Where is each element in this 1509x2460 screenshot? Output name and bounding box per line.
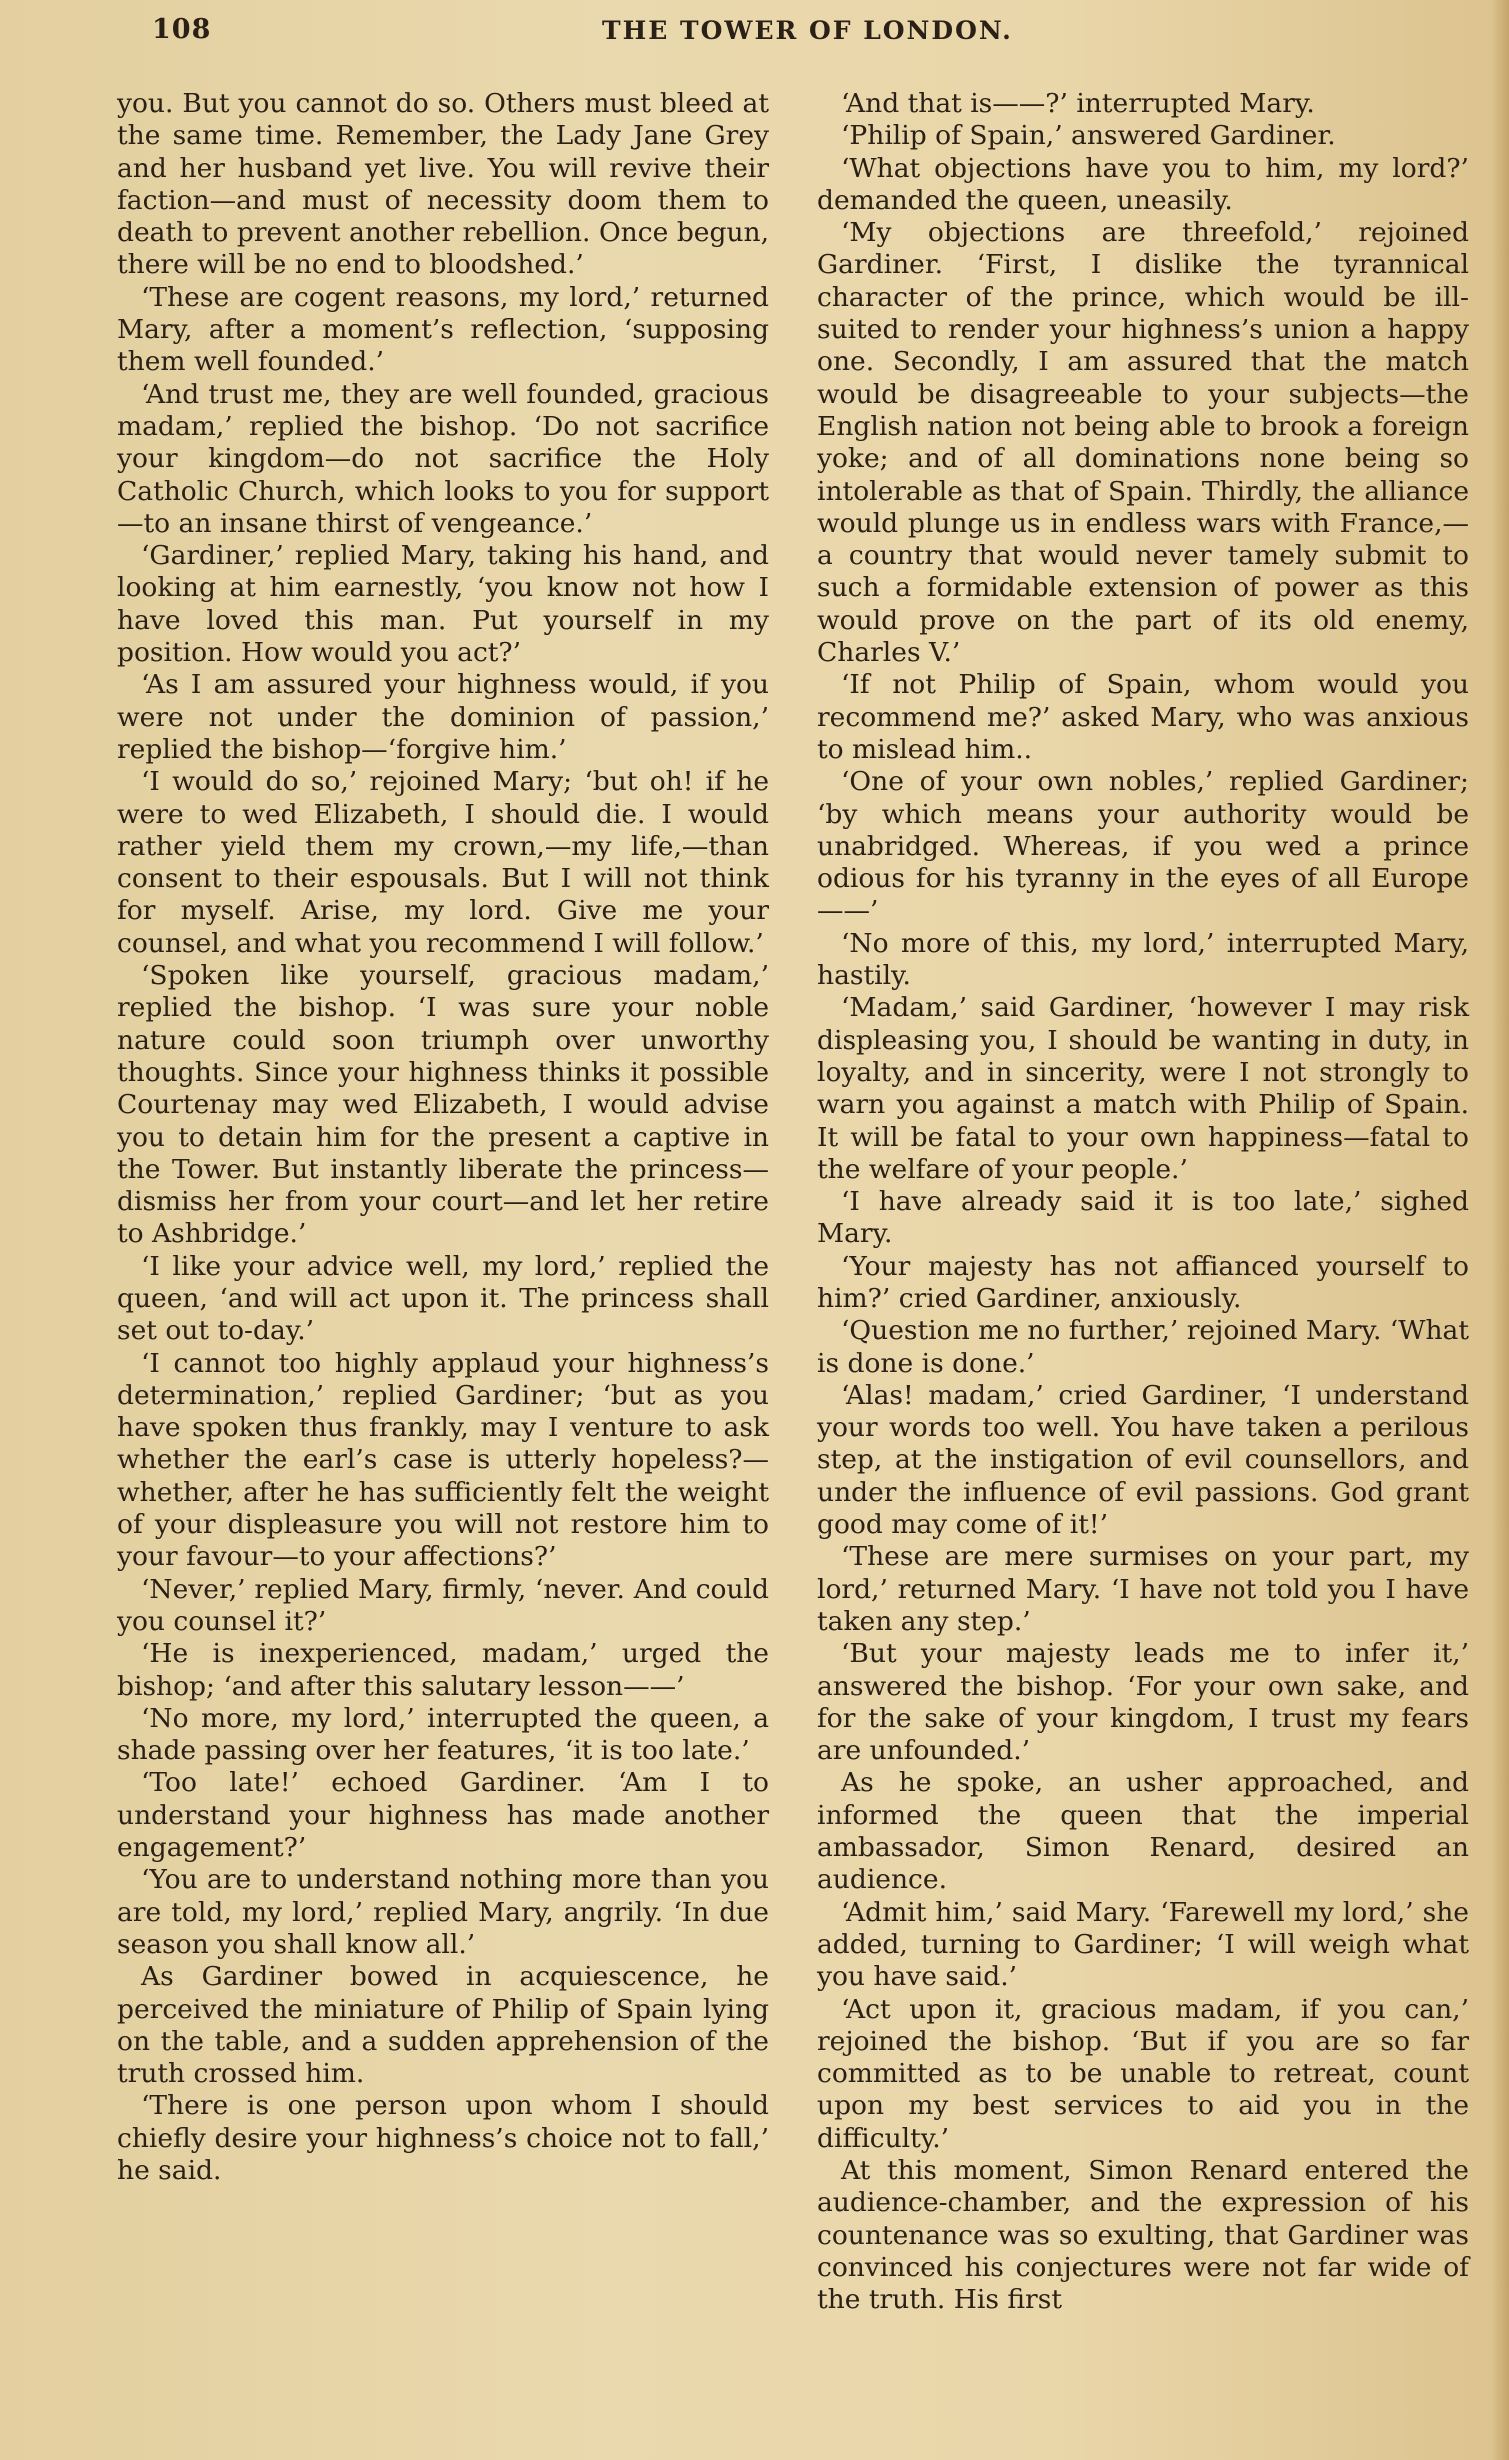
paragraph: ‘These are cogent reasons, my lord,’ returned Mary, after a moment’s reflection, ‘supposing them well founded.’ [117,281,769,378]
paragraph: ‘There is one person upon whom I should chiefly desire your highness’s choice not to fall,’ he said. [117,2090,769,2186]
paragraph: ‘And trust me, they are well founded, gracious madam,’ replied the bishop. ‘Do not sacrifice your kingdom—do not sacrifice the Holy Catholic Church, which looks to you for support—to an insane thirst of vengeance.’ [117,378,769,539]
paragraph: ‘But your majesty leads me to infer it,’ answered the bishop. ‘For your own sake, and for the sake of your kingdom, I trust my fears are unfounded.’ [817,1638,1469,1767]
paragraph: ‘And that is——?’ interrupted Mary. [841,88,1315,119]
paragraph: ‘He is inexperienced, madam,’ urged the bishop; ‘and after this salutary lesson——’ [117,1638,769,1702]
paragraph: ‘What objections have you to him, my lord?’ demanded the queen, uneasily. [817,152,1469,216]
paragraph: ‘Admit him,’ said Mary. ‘Farewell my lord,’ she added, turning to Gardiner; ‘I will weigh what you have said.’ [817,1896,1469,1993]
paragraph: ‘Alas! madam,’ cried Gardiner, ‘I understand your words too well. You have taken a perilous step, at the instigation of evil counsellors, and under the influence of evil passions. God grant good may come of it!’ [817,1379,1469,1541]
paragraph: ‘Question me no further,’ rejoined Mary. ‘What is done is done.’ [817,1315,1469,1379]
paragraph: ‘If not Philip of Spain, whom would you recommend me?’ asked Mary, who was anxious to mislead him.. [817,669,1469,765]
paragraph: ‘Madam,’ said Gardiner, ‘however I may risk displeasing you, I should be wanting in duty, in loyalty, and in sincerity, were I not strongly to warn you against a match with Philip of Spain. It will be fatal to your own happiness—fatal to the welfare of your people.’ [817,992,1469,1185]
paragraph: ‘My objections are threefold,’ rejoined Gardiner. ‘First, I dislike the tyrannical character of the prince, which would be ill-suited to render your highness’s union a happy one. Secondly, I am assured that the match would be disagreeable to your subjects—the English nation not being able to brook a foreign yoke; and of all dominations none being so intolerable as that of Spain. Thirdly, the alliance would plunge us in endless wars with France,—a country that would never tamely submit to such a formidable extension of power as this would prove on the part of its old enemy, Charles V.’ [817,217,1469,669]
paragraph: ‘These are mere surmises on your part, my lord,’ returned Mary. ‘I have not told you I have taken any step.’ [817,1541,1469,1637]
paragraph: ‘One of your own nobles,’ replied Gardiner; ‘by which means your authority would be unabridged. Whereas, if you wed a prince odious for his tyranny in the eyes of all Europe——’ [817,766,1469,927]
page-header [152,14,1432,54]
paragraph: ‘Gardiner,’ replied Mary, taking his hand, and looking at him earnestly, ‘you know not how I have loved this man. Put yourself in my position. How would you act?’ [117,540,769,669]
paragraph: As Gardiner bowed in acquiescence, he perceived the miniature of Philip of Spain lying on the table, and a sudden apprehension of the truth crossed him. [117,1961,769,2090]
paragraph: ‘Your majesty has not affianced yourself to him?’ cried Gardiner, anxiously. [817,1250,1469,1314]
page-edge-shading [1491,0,1509,2460]
page-number: 108 [152,14,212,45]
paragraph: As he spoke, an usher approached, and informed the queen that the imperial ambassador, Simon Renard, desired an audience. [817,1767,1469,1896]
paragraph: ‘I have already said it is too late,’ sighed Mary. [817,1186,1469,1250]
paragraph: At this moment, Simon Renard entered the audience-chamber, and the expression of his countenance was so exulting, that Gardiner was convinced his conjectures were not far wide of the truth. His first [817,2155,1469,2316]
paragraph: ‘I would do so,’ rejoined Mary; ‘but oh! if he were to wed Elizabeth, I should die. I would rather yield them my crown,—my life,—than consent to their espousals. But I will not think for myself. Arise, my lord. Give me your counsel, and what you recommend I will follow.’ [117,766,769,959]
paragraph: ‘Act upon it, gracious madam, if you can,’ rejoined the bishop. ‘But if you are so far committed as to be unable to retreat, count upon my best services to aid you in the difficulty.’ [817,1993,1469,2154]
paragraph: ‘Philip of Spain,’ answered Gardiner. [841,120,1336,152]
paragraph: you. But you cannot do so. Others must bleed at the same time. Remember, the Lady Jane Grey and her husband yet live. You will revive their faction—and must of necessity doom them to death to prevent another rebellion. Once begun, there will be no end to bloodshed.’ [117,88,769,281]
paragraph: ‘No more, my lord,’ interrupted the queen, a shade passing over her features, ‘it is too late.’ [117,1702,769,1767]
paragraph: ‘You are to understand nothing more than you are told, my lord,’ replied Mary, angrily. ‘In due season you shall know all.’ [117,1864,769,1960]
paragraph: ‘I cannot too highly applaud your highness’s determination,’ replied Gardiner; ‘but as you have spoken thus frankly, may I venture to ask whether the earl’s case is utterly hopeless?—whether, after he has sufficiently felt the weight of your displeasure you will not restore him to your favour—to your affections?’ [117,1347,769,1573]
paragraph: ‘No more of this, my lord,’ interrupted Mary, hastily. [817,927,1469,992]
paragraph: ‘Spoken like yourself, gracious madam,’ replied the bishop. ‘I was sure your noble nature could soon triumph over unworthy thoughts. Since your highness thinks it possible Courtenay may wed Elizabeth, I would advise you to detain him for the present a captive in the Tower. But instantly liberate the princess—dismiss her from your court—and let her retire to Ashbridge.’ [117,960,769,1250]
paragraph: ‘I like your advice well, my lord,’ replied the queen, ‘and will act upon it. The princess shall set out to-day.’ [117,1250,769,1347]
paragraph: ‘Too late!’ echoed Gardiner. ‘Am I to understand your highness has made another engagement?’ [117,1767,769,1864]
right-text-column [817,88,1469,2316]
running-title: THE TOWER OF LONDON. [602,16,1013,45]
left-text-column [117,88,769,2187]
paragraph: ‘Never,’ replied Mary, firmly, ‘never. And could you counsel it?’ [117,1573,769,1637]
paragraph: ‘As I am assured your highness would, if you were not under the dominion of passion,’ replied the bishop—‘forgive him.’ [117,669,769,765]
